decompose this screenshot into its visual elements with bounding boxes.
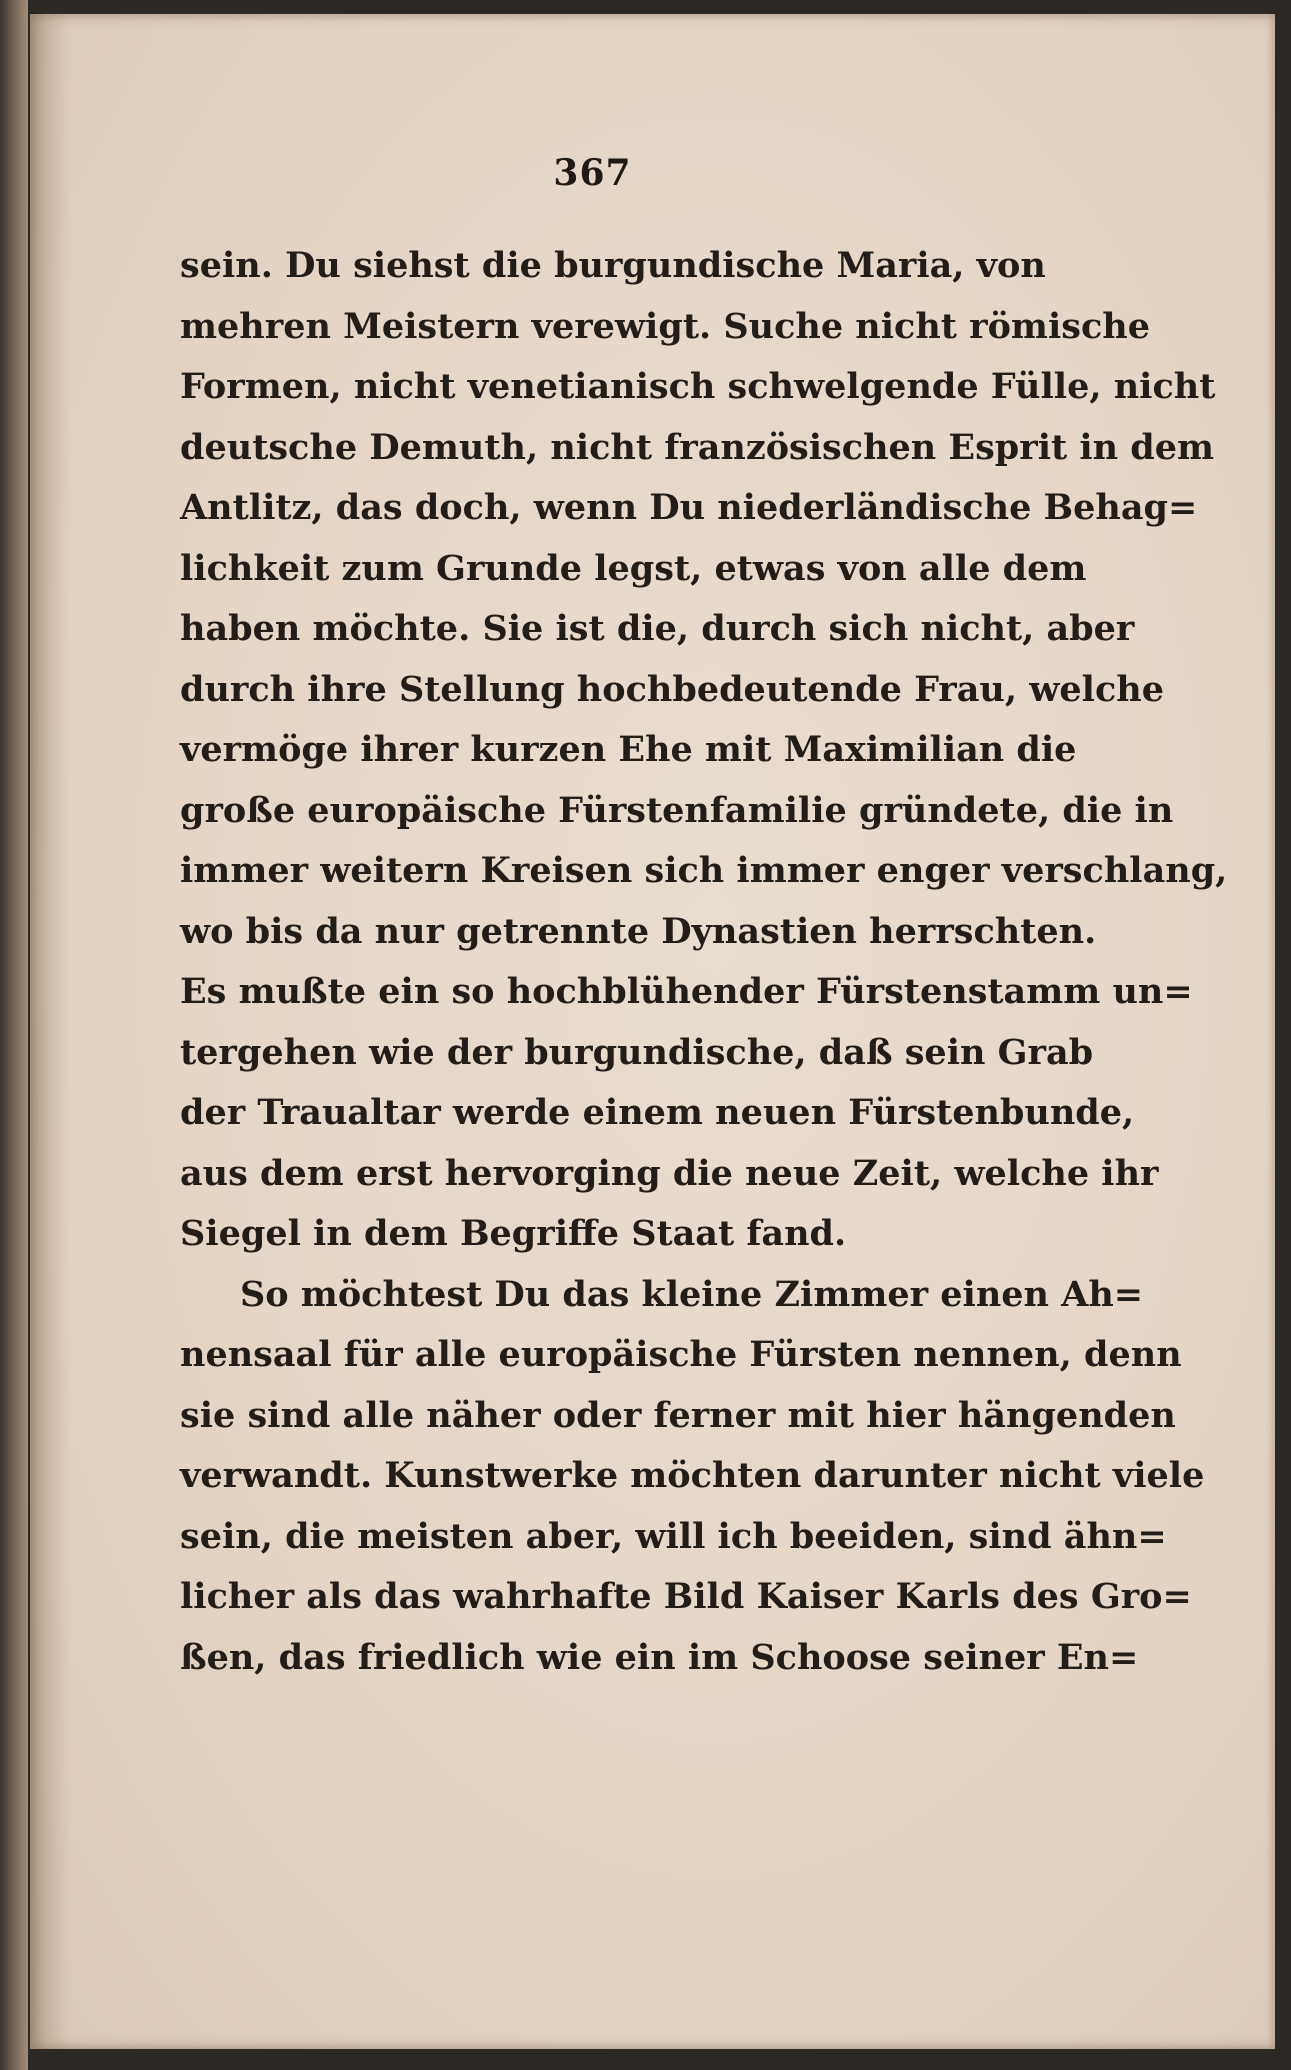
text-line: sein, die meisten aber, will ich beeiden, sind ähn=	[180, 1515, 1167, 1557]
text-line: sie sind alle näher oder ferner mit hier hängenden	[180, 1394, 1176, 1436]
text-line: vermöge ihrer kurzen Ehe mit Maximilian die	[180, 729, 1077, 770]
paragraph-last-line: Siegel in dem Begriffe Staat fand.	[180, 1213, 847, 1254]
page-number: 367	[553, 152, 632, 194]
text-line: licher als das wahrhafte Bild Kaiser Karls des Gro=	[180, 1576, 1192, 1617]
text-line: immer weitern Kreisen sich immer enger verschlang,	[180, 850, 1228, 891]
text-line: lichkeit zum Grunde legst, etwas von alle dem	[180, 547, 1087, 589]
text-line: wo bis da nur getrennte Dynastien herrschten.	[180, 910, 1097, 952]
text-line: Antlitz, das doch, wenn Du niederländische Behag=	[180, 487, 1198, 528]
text-line: der Traualtar werde einem neuen Fürstenbunde,	[180, 1092, 1135, 1133]
text-line: mehren Meistern verewigt. Suche nicht römische	[180, 305, 1150, 347]
text-line: verwandt. Kunstwerke möchten darunter nicht viele	[180, 1455, 1205, 1496]
text-line: haben möchte. Sie ist die, durch sich nicht, aber	[180, 608, 1135, 649]
text-line: tergehen wie der burgundische, daß sein Grab	[180, 1031, 1094, 1073]
text-line: Es mußte ein so hochblühender Fürstenstamm un=	[180, 971, 1193, 1012]
text-line: nensaal für alle europäische Fürsten nennen, denn	[180, 1334, 1182, 1375]
gutter-shadow	[30, 14, 70, 2049]
page-sheet	[30, 14, 1275, 2049]
text-line: große europäische Fürstenfamilie gründete, die in	[180, 789, 1174, 831]
text-line: deutsche Demuth, nicht französischen Esprit in dem	[180, 426, 1215, 468]
text-line: aus dem erst hervorging die neue Zeit, welche ihr	[180, 1152, 1159, 1194]
text-line: Formen, nicht venetianisch schwelgende Fülle, nicht	[180, 366, 1216, 407]
body-text	[180, 236, 1228, 1688]
text-line: sein. Du siehst die burgundische Maria, von	[180, 245, 1046, 286]
text-line: ßen, das friedlich wie ein im Schoose seiner En=	[180, 1636, 1139, 1678]
paragraph-first-line: So möchtest Du das kleine Zimmer einen Ah=	[240, 1273, 1144, 1315]
text-line: durch ihre Stellung hochbedeutende Frau, welche	[180, 668, 1164, 710]
previous-page-edge	[0, 0, 28, 2070]
